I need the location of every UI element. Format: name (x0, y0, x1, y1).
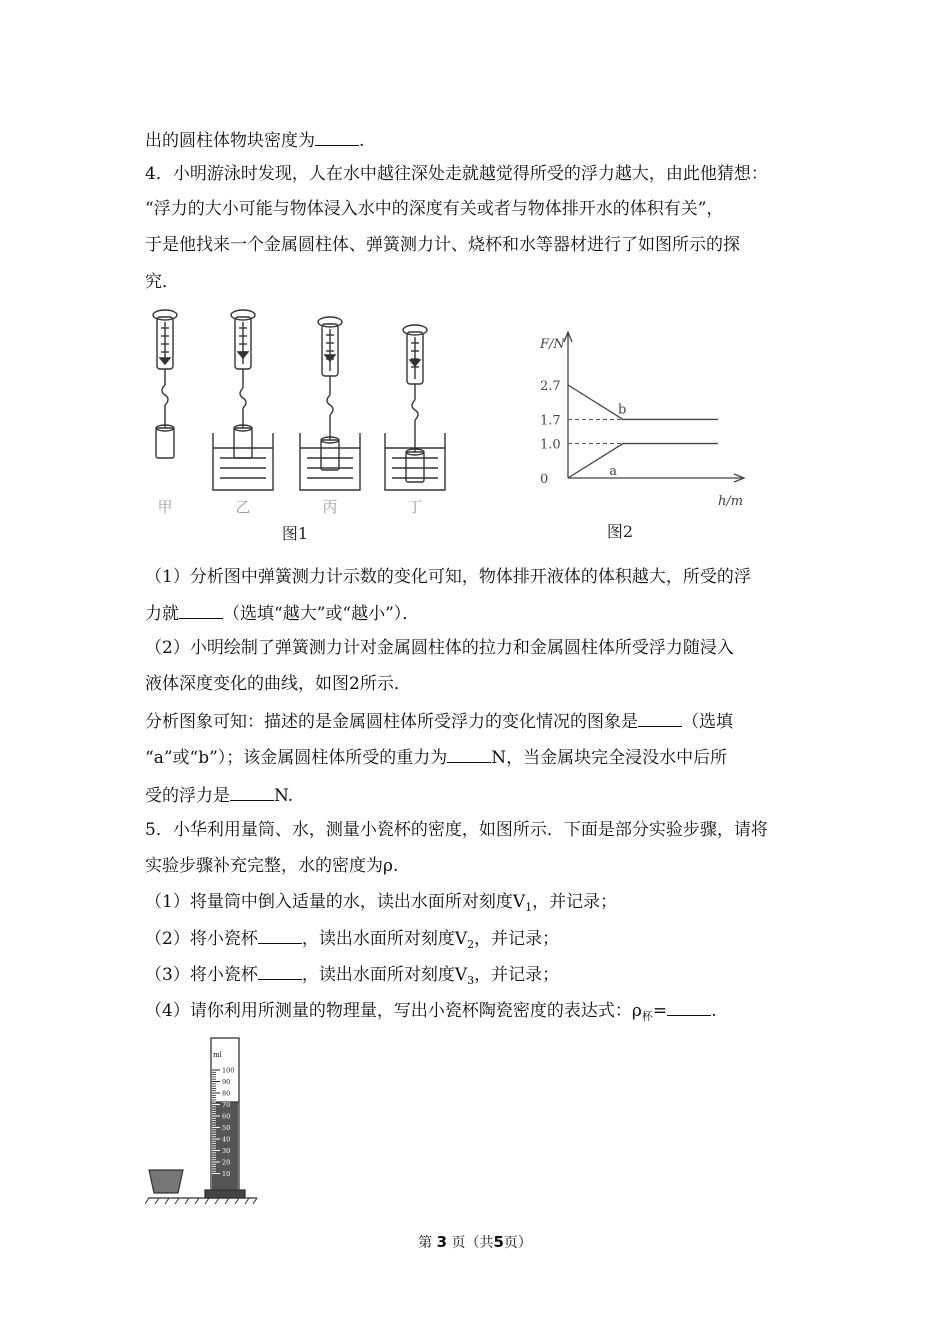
cylinder-tick-label: 20 (222, 1158, 231, 1167)
page-number: 3 (436, 1233, 447, 1251)
text-line: 5．小华利用量筒、水，测量小瓷杯的密度，如图所示．下面是部分实验步骤，请将 (145, 820, 768, 840)
series-label-b: b (618, 402, 627, 418)
spring-scale-bing (300, 317, 360, 490)
porcelain-cup (149, 1170, 183, 1193)
cylinder-tick-label: 60 (222, 1112, 231, 1121)
text-line: 4．小明游泳时发现，人在水中越往深处走就越觉得所受的浮力越大，由此他猜想： (145, 164, 768, 184)
y-tick-label: 0 (540, 472, 549, 487)
fig1-label-ding: 丁 (407, 498, 423, 516)
fig1-label-yi: 乙 (235, 498, 251, 516)
spring-scale-ding (385, 325, 445, 490)
answer-blank[interactable] (258, 927, 302, 944)
text-line: （2）小明绘制了弹簧测力计对金属圆柱体的拉力和金属圆柱体所受浮力随浸入 (145, 638, 734, 658)
total-pages: 5 (493, 1233, 504, 1251)
fig2-caption: 图2 (606, 522, 634, 541)
text-line: 出的圆柱体物块密度为 . (145, 131, 365, 151)
fig1-label-jia: 甲 (157, 498, 173, 516)
figure-2-chart (520, 320, 760, 548)
text-line: 分析图象可知：描述的是金属圆柱体所受浮力的变化情况的图象是 （选填 (145, 712, 733, 732)
cylinder-tick-label: 40 (222, 1135, 231, 1144)
answer-blank[interactable] (667, 999, 711, 1016)
text-line: （1）分析图中弹簧测力计示数的变化可知，物体排开液体的体积越大，所受的浮 (145, 567, 751, 587)
text-line: 实验步骤补充完整，水的密度为ρ. (145, 856, 399, 876)
x-axis-label: h/m (718, 494, 744, 509)
cylinder-tick-label: 80 (222, 1089, 231, 1098)
text-line: （2）将小瓷杯 ，读出水面所对刻度$V_2$，并记录； (145, 929, 560, 951)
text-line: “a”或“b”）；该金属圆柱体所受的重力为 N，当金属块完全浸没水中后所 (145, 748, 728, 768)
figure-1 (140, 300, 470, 548)
text-line: 受的浮力是 N. (145, 786, 294, 806)
cylinder-figure (145, 1030, 270, 1210)
y-tick-label: 1.7 (540, 413, 561, 429)
text-line: （3）将小瓷杯 ，读出水面所对刻度$V_3$，并记录； (145, 965, 560, 987)
spring-scale-jia (153, 310, 177, 458)
cylinder-tick-label: 100 (222, 1066, 235, 1075)
text-line: （1）将量筒中倒入适量的水，读出水面所对刻度$V_1$，并记录； (145, 892, 618, 914)
answer-blank[interactable] (315, 129, 359, 146)
cylinder-tick-label: 50 (222, 1124, 231, 1132)
answer-blank[interactable] (179, 602, 223, 619)
fig1-caption: 图1 (281, 524, 309, 543)
text-line: “浮力的大小可能与物体浸入水中的深度有关或者与物体排开水的体积有关”， (145, 199, 724, 219)
cylinder-tick-label: 70 (222, 1101, 231, 1109)
page-footer: 第 3 页（共5页） (418, 1233, 532, 1251)
series-label-a: a (609, 464, 618, 480)
answer-blank[interactable] (447, 746, 491, 763)
text-line: （4）请你利用所测量的物理量，写出小瓷杯陶瓷密度的表达式：$\rho_杯=$ . (145, 1001, 717, 1023)
spring-scale-yi (213, 310, 273, 490)
cylinder-tick-label: 90 (222, 1078, 231, 1086)
cylinder-tick-label: 30 (222, 1147, 231, 1155)
cylinder-tick-label: 10 (222, 1170, 231, 1178)
series-line-a (568, 444, 718, 478)
text-line: 于是他找来一个金属圆柱体、弹簧测力计、烧杯和水等器材进行了如图所示的探 (145, 235, 740, 255)
text-line: 究． (145, 272, 179, 292)
answer-blank[interactable] (638, 710, 682, 727)
text-line: 力就 （选填“越大”或“越小”）． (145, 604, 420, 624)
series-line-b (568, 385, 718, 419)
y-tick-label: 2.7 (540, 379, 561, 394)
y-axis-label: F/N (540, 337, 565, 352)
answer-blank[interactable] (230, 784, 274, 801)
fig1-label-bing: 丙 (322, 498, 338, 516)
y-tick-label: 1.0 (540, 437, 561, 453)
cylinder-unit: ml (213, 1051, 222, 1059)
answer-blank[interactable] (258, 963, 302, 980)
text-line: 液体深度变化的曲线，如图2所示． (145, 674, 411, 694)
